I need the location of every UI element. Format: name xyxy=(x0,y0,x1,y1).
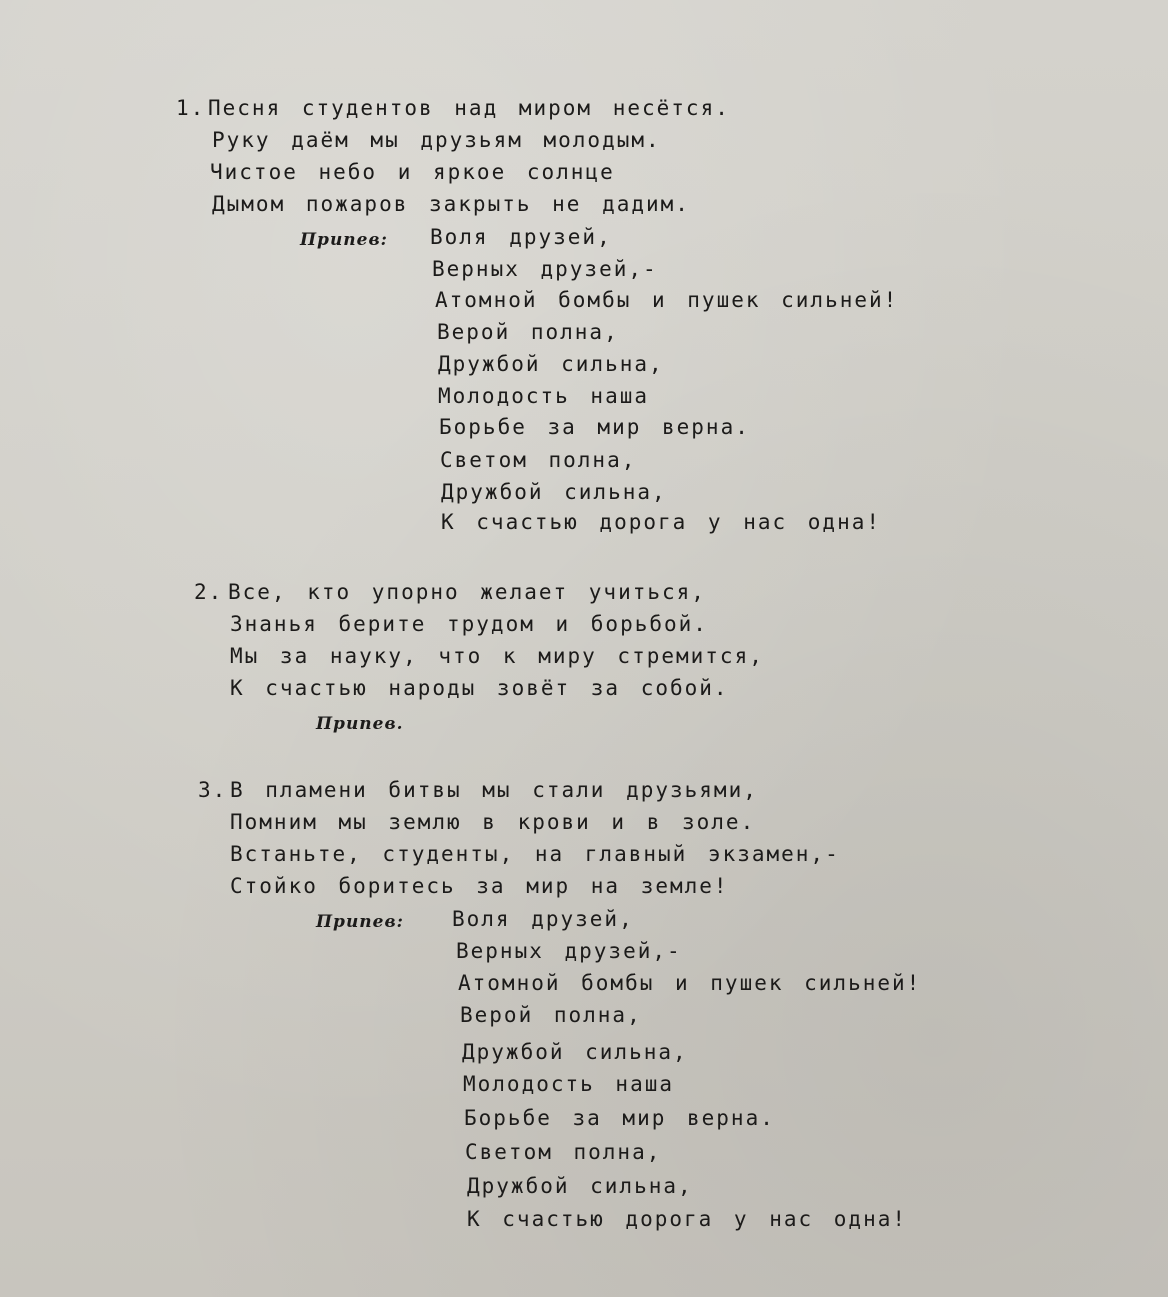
verse-line: В пламени битвы мы стали друзьями, xyxy=(230,778,758,802)
refrain-line: К счастью дорога у нас одна! xyxy=(441,510,882,534)
verse-line: Мы за науку, что к миру стремится, xyxy=(230,644,764,668)
refrain-label: Припев: xyxy=(316,912,404,932)
refrain-line: Борьбе за мир верна. xyxy=(439,415,750,439)
verse-line: Песня студентов над миром несётся. xyxy=(208,96,730,120)
refrain-line: Дружбой сильна, xyxy=(462,1040,688,1064)
refrain-line: Молодость наша xyxy=(438,384,650,408)
refrain-line: Дружбой сильна, xyxy=(467,1174,693,1198)
verse-line: Встаньте, студенты, на главный экзамен,- xyxy=(230,842,840,866)
verse-number: 2. xyxy=(194,580,224,604)
refrain-line: Воля друзей, xyxy=(430,225,612,249)
refrain-line: Светом полна, xyxy=(465,1140,662,1164)
verse-number: 3. xyxy=(198,778,228,802)
verse-line: Чистое небо и яркое солнце xyxy=(210,160,615,184)
verse-line: Помним мы землю в крови и в золе. xyxy=(230,810,756,834)
refrain-label: Припев. xyxy=(316,714,404,734)
verse-line: Дымом пожаров закрыть не дадим. xyxy=(212,192,690,216)
refrain-line: Дружбой сильна, xyxy=(441,480,667,504)
verse-line: Стойко боритесь за мир на земле! xyxy=(230,874,729,898)
refrain-line: Верой полна, xyxy=(460,1003,642,1027)
refrain-label: Припев: xyxy=(300,230,388,250)
verse-number: 1. xyxy=(176,96,206,120)
verse-line: Руку даём мы друзьям молодым. xyxy=(212,128,661,152)
refrain-line: К счастью дорога у нас одна! xyxy=(467,1207,908,1231)
refrain-line: Молодость наша xyxy=(463,1072,675,1096)
refrain-line: Воля друзей, xyxy=(452,907,634,931)
refrain-line: Атомной бомбы и пушек сильней! xyxy=(458,971,922,995)
refrain-line: Верой полна, xyxy=(437,320,619,344)
refrain-line: Дружбой сильна, xyxy=(438,352,664,376)
refrain-line: Верных друзей,- xyxy=(432,257,658,281)
refrain-line: Светом полна, xyxy=(440,448,637,472)
verse-line: Знанья берите трудом и борьбой. xyxy=(230,612,708,636)
refrain-line: Верных друзей,- xyxy=(456,939,682,963)
refrain-line: Борьбе за мир верна. xyxy=(464,1106,775,1130)
verse-line: К счастью народы зовёт за собой. xyxy=(230,676,729,700)
refrain-line: Атомной бомбы и пушек сильней! xyxy=(435,288,899,312)
verse-line: Все, кто упорно желает учиться, xyxy=(228,580,706,604)
